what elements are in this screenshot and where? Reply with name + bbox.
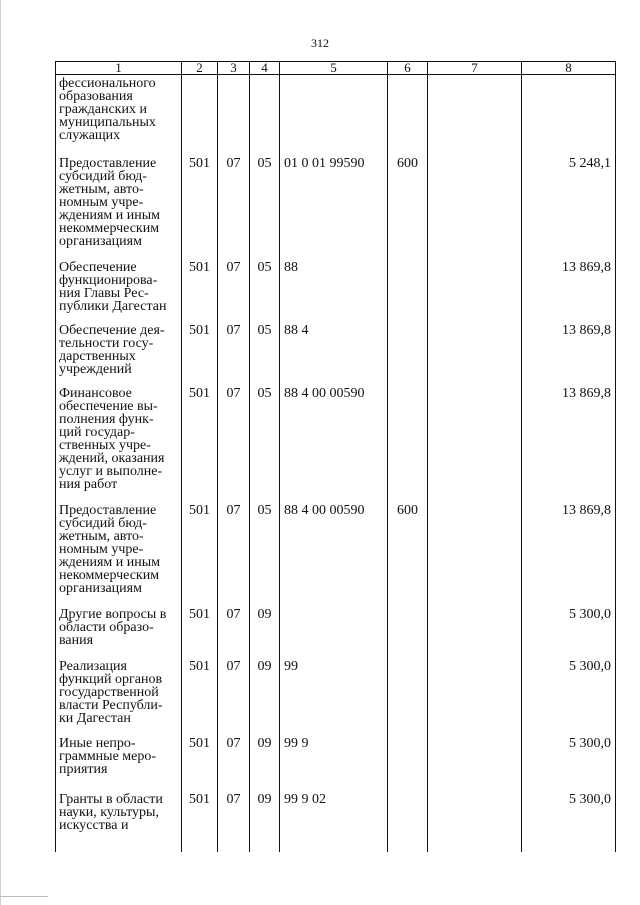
ministry-code-cell [182,657,218,734]
row-name [59,734,179,776]
expense-type-value [388,258,427,261]
row-name-line: публики Дагестан [59,298,167,314]
target-article-value: 99 [284,658,298,674]
subsection-code-cell [250,75,280,154]
row-name-line: муниципальных [59,115,156,130]
row-name [59,154,179,248]
row-name-line: Предоставление [59,155,157,171]
ministry-code-value: 501 [189,155,210,171]
column-7-cell [428,501,522,605]
row-name-line: служащих [59,128,121,143]
table-row [56,321,616,384]
row-name-cell [56,321,182,384]
row-name-cell [56,734,182,790]
table-row [56,384,616,501]
expense-type-value [388,790,427,793]
column-header: 5 [280,62,388,75]
amount-cell [522,605,616,657]
section-code-cell [218,734,250,790]
row-name-line: субсидий бюд- [59,515,147,531]
row-name [59,75,179,142]
row-name-line: ждениям и иным [59,207,161,223]
expense-type-value: 600 [397,502,418,518]
row-name-line: Обеспечение дея- [59,322,165,338]
subsection-code-cell [250,605,280,657]
scan-border [0,0,1,905]
row-name-line: тельности госу- [59,335,154,351]
column-7-value [428,734,521,737]
row-name [59,321,179,376]
amount-cell [522,734,616,790]
target-article-value: 88 [284,259,298,275]
column-7-value [428,605,521,608]
ministry-code-cell [182,258,218,321]
expense-type-value [388,75,427,77]
ministry-code-value: 501 [189,658,210,674]
table-row [56,657,616,734]
section-code-cell [218,384,250,501]
row-name-line: обеспечение вы- [59,398,158,414]
target-article-cell [280,790,388,852]
table-row [56,734,616,790]
section-code-value: 07 [226,791,241,807]
ministry-code-cell [182,605,218,657]
ministry-code-value: 501 [189,606,210,622]
row-name-line: Гранты в области [59,791,163,807]
subsection-code-value: 05 [257,385,272,401]
row-name [59,790,179,832]
row-name-line: Предоставление [59,502,157,518]
table-row [56,501,616,605]
table-row [56,258,616,321]
expense-type-value [388,384,427,387]
row-name-line: искусства и [59,817,129,833]
row-name-line: жетным, авто- [59,181,144,197]
column-7-cell [428,790,522,852]
table-row [56,154,616,258]
target-article-value: 88 4 00 00590 [284,385,365,401]
column-header: 7 [428,62,522,75]
column-header: 6 [388,62,428,75]
column-header: 4 [250,62,280,75]
expense-type-cell [388,657,428,734]
row-name-line: Финансовое [59,385,132,401]
subsection-code-value: 05 [257,322,272,338]
target-article-value: 99 9 [284,735,309,751]
amount-cell [522,790,616,852]
subsection-code-value [250,75,279,77]
expense-type-cell [388,258,428,321]
table-body [56,75,616,852]
table-row [56,75,616,154]
column-7-value [428,321,521,324]
row-name-line: Иные непро- [59,735,136,751]
ministry-code-cell [182,734,218,790]
row-name-line: области образо- [59,619,154,635]
expense-type-cell [388,384,428,501]
amount-value: 5 300,0 [569,735,611,751]
target-article-value: 88 4 [284,322,309,338]
column-7-value [428,384,521,387]
row-name-line: организациям [59,580,142,596]
column-7-value [428,657,521,660]
target-article-value [284,75,387,77]
expense-type-value [388,657,427,660]
subsection-code-cell [250,321,280,384]
column-header: 1 [56,62,182,75]
row-name-line: Обеспечение [59,259,137,275]
ministry-code-value: 501 [189,259,210,275]
budget-table [55,61,616,852]
row-name-line: власти Республи- [59,697,163,713]
section-code-value: 07 [226,606,241,622]
row-name-line: науки, культуры, [59,804,159,820]
column-7-cell [428,605,522,657]
column-7-cell [428,384,522,501]
section-code-value: 07 [226,322,241,338]
amount-value: 13 869,8 [562,322,611,338]
amount-value: 5 248,1 [569,155,611,171]
row-name-cell [56,75,182,154]
subsection-code-value: 09 [257,658,272,674]
subsection-code-value: 05 [257,259,272,275]
expense-type-value [388,321,427,324]
target-article-cell [280,501,388,605]
row-name-line: Другие вопросы в [59,606,167,622]
table-row [56,605,616,657]
row-name-line: некоммерческим [59,220,160,236]
row-name [59,605,179,647]
target-article-cell [280,321,388,384]
column-7-cell [428,75,522,154]
subsection-code-value: 09 [257,791,272,807]
subsection-code-cell [250,734,280,790]
row-name-line: государственной [59,684,159,700]
section-code-cell [218,657,250,734]
column-7-value [428,75,521,77]
row-name-line: ждениям и иным [59,554,161,570]
row-name-line: полнения функ- [59,411,154,427]
amount-value: 5 300,0 [569,658,611,674]
row-name-line: номным учре- [59,194,144,210]
row-name-cell [56,384,182,501]
row-name-line: субсидий бюд- [59,168,147,184]
row-name-cell [56,501,182,605]
row-name [59,657,179,725]
row-name-line: образования [59,89,133,104]
row-name-line: номным учре- [59,541,144,557]
amount-cell [522,75,616,154]
row-name-line: ния Главы Рес- [59,285,149,301]
row-name-cell [56,605,182,657]
column-7-cell [428,154,522,258]
row-name-line: приятия [59,761,108,777]
amount-value: 13 869,8 [562,385,611,401]
section-code-value: 07 [226,502,241,518]
section-code-cell [218,154,250,258]
amount-value [522,75,611,77]
ministry-code-value: 501 [189,791,210,807]
amount-cell [522,154,616,258]
subsection-code-cell [250,154,280,258]
amount-cell [522,384,616,501]
expense-type-value [388,605,427,608]
table-row [56,790,616,852]
amount-value: 13 869,8 [562,502,611,518]
row-name-line: ния работ [59,476,118,492]
column-7-value [428,154,521,157]
ministry-code-cell [182,384,218,501]
row-name-cell [56,258,182,321]
section-code-cell [218,605,250,657]
expense-type-value [388,734,427,737]
subsection-code-cell [250,384,280,501]
column-7-value [428,790,521,793]
section-code-cell [218,501,250,605]
row-name-cell [56,657,182,734]
row-name-line: организациям [59,233,142,249]
expense-type-cell [388,734,428,790]
column-7-cell [428,734,522,790]
row-name-line: функционирова- [59,272,158,288]
row-name-line: вания [59,632,94,648]
section-code-cell [218,258,250,321]
ministry-code-cell [182,154,218,258]
target-article-value [284,605,387,608]
header-row [56,62,616,75]
row-name-line: ждений, оказания [59,450,165,466]
column-7-cell [428,321,522,384]
row-name-line: ций государ- [59,424,135,440]
target-article-cell [280,258,388,321]
row-name-line: граммные меро- [59,748,157,764]
subsection-code-cell [250,790,280,852]
ministry-code-value [182,75,217,77]
target-article-cell [280,154,388,258]
row-name-cell [56,790,182,852]
expense-type-cell [388,501,428,605]
amount-cell [522,501,616,605]
row-name [59,384,179,491]
ministry-code-value: 501 [189,502,210,518]
subsection-code-cell [250,657,280,734]
row-name-line: ственных учре- [59,437,151,453]
column-7-value [428,258,521,261]
target-article-cell [280,384,388,501]
column-7-value [428,501,521,504]
ministry-code-value: 501 [189,735,210,751]
expense-type-cell [388,790,428,852]
section-code-cell [218,75,250,154]
section-code-cell [218,790,250,852]
subsection-code-cell [250,501,280,605]
row-name-line: функций органов [59,671,163,687]
amount-cell [522,258,616,321]
target-article-cell [280,75,388,154]
amount-cell [522,657,616,734]
expense-type-cell [388,605,428,657]
ministry-code-value: 501 [189,385,210,401]
target-article-value: 88 4 00 00590 [284,502,365,518]
ministry-code-cell [182,501,218,605]
section-code-value: 07 [226,259,241,275]
row-name-cell [56,154,182,258]
section-code-value: 07 [226,658,241,674]
subsection-code-value: 05 [257,502,272,518]
section-code-value [218,75,249,77]
subsection-code-value: 09 [257,735,272,751]
amount-value: 5 300,0 [569,606,611,622]
expense-type-cell [388,154,428,258]
expense-type-cell [388,321,428,384]
row-name-line: услуг и выполне- [59,463,163,479]
target-article-cell [280,734,388,790]
row-name-line: некоммерческим [59,567,160,583]
row-name [59,501,179,595]
target-article-cell [280,657,388,734]
ministry-code-cell [182,321,218,384]
row-name [59,258,179,313]
subsection-code-value: 05 [257,155,272,171]
amount-value: 13 869,8 [562,259,611,275]
target-article-cell [280,605,388,657]
column-7-cell [428,258,522,321]
subsection-code-value: 09 [257,606,272,622]
ministry-code-cell [182,790,218,852]
row-name-line: фессионального [59,76,156,91]
row-name-line: учреждений [59,361,132,377]
target-article-value: 01 0 01 99590 [284,155,365,171]
scan-mark [0,896,48,897]
column-header: 8 [522,62,616,75]
amount-cell [522,321,616,384]
row-name-line: жетным, авто- [59,528,144,544]
subsection-code-cell [250,258,280,321]
target-article-value: 99 9 02 [284,791,326,807]
column-7-cell [428,657,522,734]
page-number: 312 [311,36,329,50]
column-header: 3 [218,62,250,75]
row-name-line: ки Дагестан [59,710,131,726]
row-name-line: дарственных [59,348,136,364]
section-code-value: 07 [226,385,241,401]
amount-value: 5 300,0 [569,791,611,807]
ministry-code-cell [182,75,218,154]
expense-type-value: 600 [397,155,418,171]
section-code-cell [218,321,250,384]
ministry-code-value: 501 [189,322,210,338]
row-name-line: гражданских и [59,102,147,117]
column-header: 2 [182,62,218,75]
expense-type-cell [388,75,428,154]
section-code-value: 07 [226,155,241,171]
section-code-value: 07 [226,735,241,751]
row-name-line: Реализация [59,658,127,674]
